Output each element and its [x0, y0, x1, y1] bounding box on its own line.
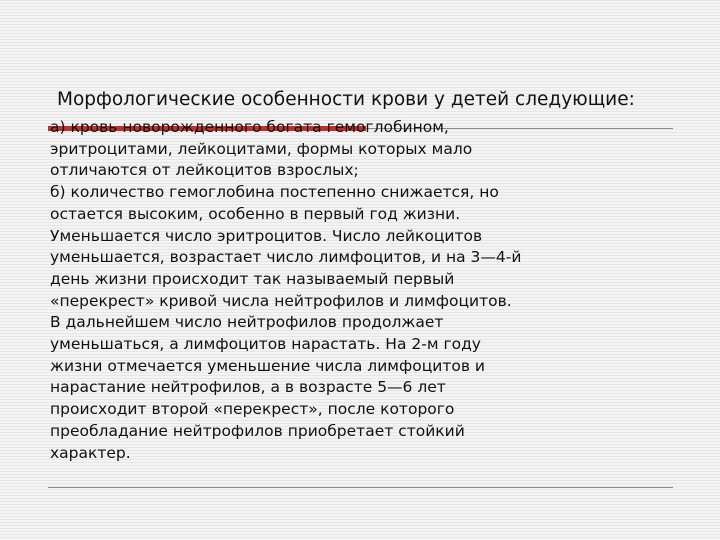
body-line: уменьшается, возрастает число лимфоцитов, и на 3—4-й — [50, 248, 522, 267]
body-line: отличаются от лейкоцитов взрослых; — [50, 161, 359, 180]
bottom-divider — [48, 487, 673, 488]
slide-title: Морфологические особенности крови у детей следующие: — [57, 89, 635, 110]
body-line: остается высоким, особенно в первый год жизни. — [50, 204, 461, 223]
slide-body — [50, 117, 650, 464]
body-line: Уменьшается число эритроцитов. Число лейкоцитов — [50, 226, 483, 245]
body-line: В дальнейшем число нейтрофилов продолжает — [50, 313, 444, 332]
body-line: день жизни происходит так называемый первый — [50, 269, 455, 288]
body-line: эритроцитами, лейкоцитами, формы которых мало — [50, 139, 473, 158]
body-line: а) кровь новорожденного богата гемоглобином, — [50, 118, 449, 136]
body-line: нарастание нейтрофилов, а в возрасте 5—6 лет — [50, 378, 446, 397]
body-line: происходит второй «перекрест», после которого — [50, 400, 455, 419]
body-line: характер. — [50, 443, 131, 462]
body-line: б) количество гемоглобина постепенно снижается, но — [50, 183, 499, 202]
body-line: уменьшаться, а лимфоцитов нарастать. На 2-м году — [50, 335, 481, 354]
body-line: «перекрест» кривой числа нейтрофилов и лимфоцитов. — [50, 291, 512, 310]
body-line: преобладание нейтрофилов приобретает стойкий — [50, 421, 465, 440]
body-line: жизни отмечается уменьшение числа лимфоцитов и — [50, 356, 485, 375]
